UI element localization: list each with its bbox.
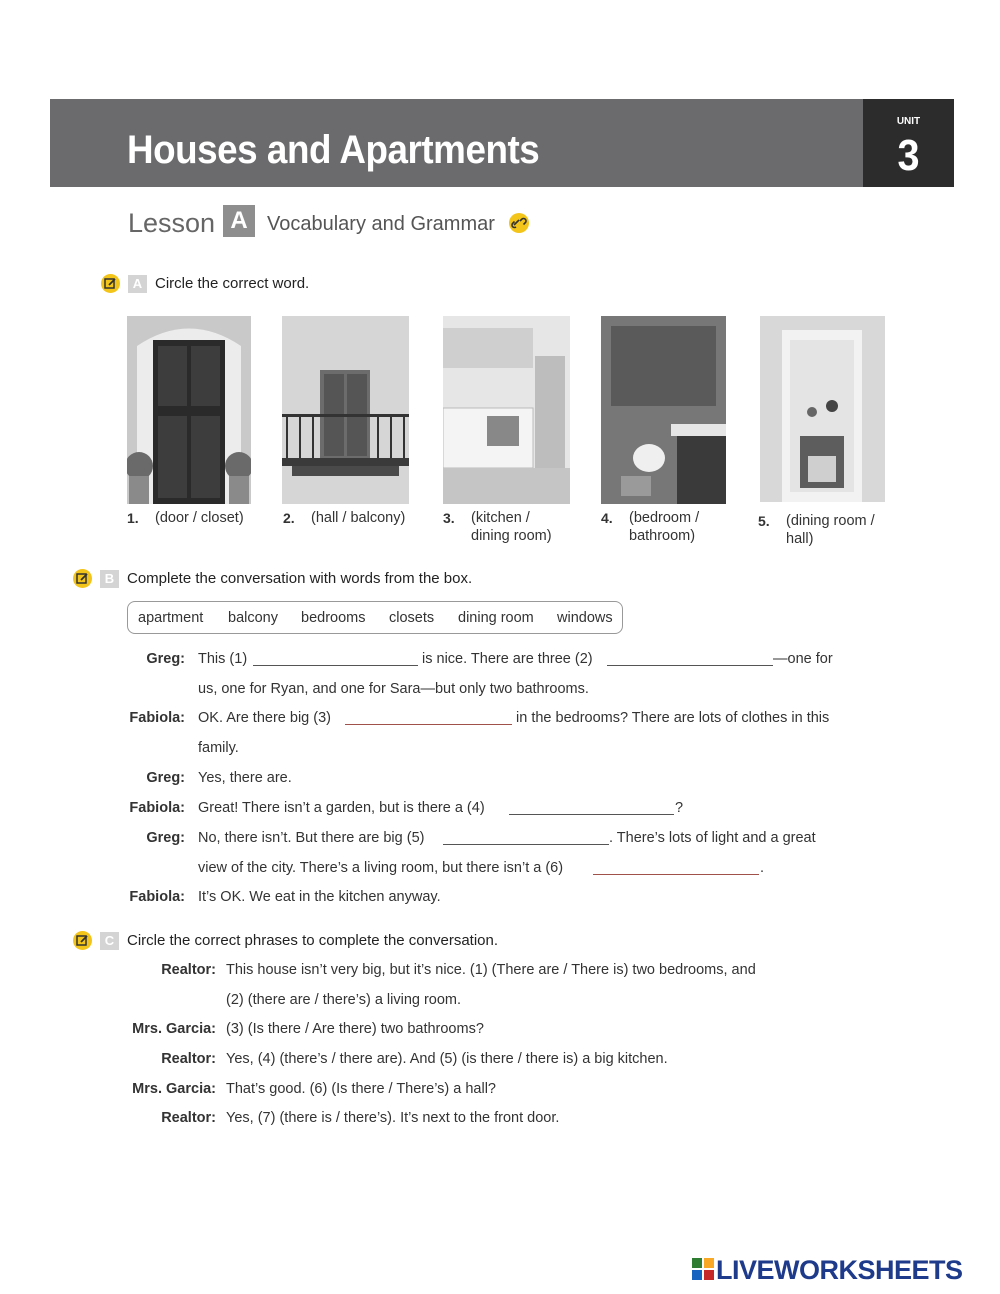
lesson-letter: A [223,205,255,237]
exercise-b-instruction: Complete the conversation with words from the box. [127,570,473,587]
item-choice: hall) [786,531,814,547]
dialogue-text: . [760,860,765,876]
hall-photo [760,316,885,502]
dialogue-text: OK. Are there big (3) [198,710,331,726]
exercise-c-instruction: Circle the correct phrases to complete the conversation. [127,932,499,949]
answer-blank-5[interactable] [443,844,609,845]
speaker-label: Fabiola: [129,889,185,905]
page-title: Houses and Apartments [127,128,540,172]
unit-label: UNIT [896,116,921,127]
liveworksheets-logo-icon [692,1258,714,1280]
speaker-label: Fabiola: [129,800,185,816]
answer-blank-3[interactable] [345,724,512,725]
dialogue-text: That’s good. (6) (Is there / There’s) a hall? [226,1081,496,1097]
dialogue-text: Great! There isn’t a garden, but is there a (4) [198,800,485,816]
box-word: dining room [458,610,534,626]
item-choice: bathroom) [629,528,696,544]
answer-blank-2[interactable] [607,665,773,666]
item-choice: (kitchen / [471,510,530,526]
balcony-photo [282,316,409,504]
item-choice: (door / closet) [155,510,244,526]
speaker-label: Greg: [146,651,185,667]
dialogue-text: (3) (Is there / Are there) two bathrooms? [226,1021,484,1037]
speaker-label: Realtor: [161,1051,216,1067]
answer-blank-1[interactable] [253,665,418,666]
speaker-label: Realtor: [161,1110,216,1126]
exercise-c-letter: C [100,932,119,950]
exercise-a-instruction: Circle the correct word. [155,275,310,292]
item-choice: (dining room / [786,513,875,529]
lesson-subtitle: Vocabulary and Grammar [267,213,495,235]
edit-icon[interactable] [73,931,92,950]
bathroom-photo [601,316,726,504]
dialogue-text: This (1) [198,651,248,667]
dialogue-text: It’s OK. We eat in the kitchen anyway. [198,889,441,905]
dialogue-text: ? [675,800,684,816]
answer-blank-6[interactable] [593,874,759,875]
dialogue-text: This house isn’t very big, but it’s nice. (1) (There are / There is) two bedrooms, and [226,962,756,978]
speaker-label: Greg: [146,770,185,786]
item-number: 2. [283,510,295,526]
box-word: windows [557,610,613,626]
dialogue-text: —one for [773,651,833,667]
dialogue-text: family. [198,740,239,756]
door-photo [127,316,251,504]
item-number: 4. [601,510,613,526]
box-word: closets [389,610,435,626]
box-word: apartment [138,610,204,626]
item-number: 3. [443,510,455,526]
dialogue-text: is nice. There are three (2) [422,651,593,667]
item-choice: (hall / balcony) [311,510,406,526]
dialogue-text: Yes, there are. [198,770,292,786]
liveworksheets-logo: LIVEWORKSHEETS [716,1255,963,1285]
dialogue-text: us, one for Ryan, and one for Sara—but only two bathrooms. [198,681,589,697]
exercise-b-letter: B [100,570,119,588]
dialogue-text: in the bedrooms? There are lots of clothes in this [516,710,830,726]
kitchen-photo [443,316,570,504]
speaker-label: Mrs. Garcia: [132,1021,216,1037]
speaker-label: Greg: [146,830,185,846]
item-choice: (bedroom / [629,510,700,526]
link-icon[interactable] [509,213,529,233]
dialogue-text: . There’s lots of light and a great [609,830,816,846]
dialogue-text: Yes, (4) (there’s / there are). And (5) (is there / there is) a big kitchen. [226,1051,668,1067]
exercise-a-letter: A [128,275,147,293]
item-number: 1. [127,510,139,526]
dialogue-text: view of the city. There’s a living room, but there isn’t a (6) [198,860,564,876]
speaker-label: Mrs. Garcia: [132,1081,216,1097]
speaker-label: Fabiola: [129,710,185,726]
edit-icon[interactable] [73,569,92,588]
edit-icon[interactable] [101,274,120,293]
answer-blank-4[interactable] [509,814,674,815]
dialogue-text: No, there isn’t. But there are big (5) [198,830,425,846]
dialogue-text: (2) (there are / there’s) a living room. [226,992,462,1008]
item-number: 5. [758,513,770,529]
item-choice: dining room) [471,528,552,544]
dialogue-text: Yes, (7) (there is / there’s). It’s next to the front door. [226,1110,560,1126]
box-word: bedrooms [301,610,366,626]
box-word: balcony [228,610,278,626]
speaker-label: Realtor: [161,962,216,978]
unit-number: 3 [897,131,920,180]
lesson-label: Lesson [128,208,216,238]
